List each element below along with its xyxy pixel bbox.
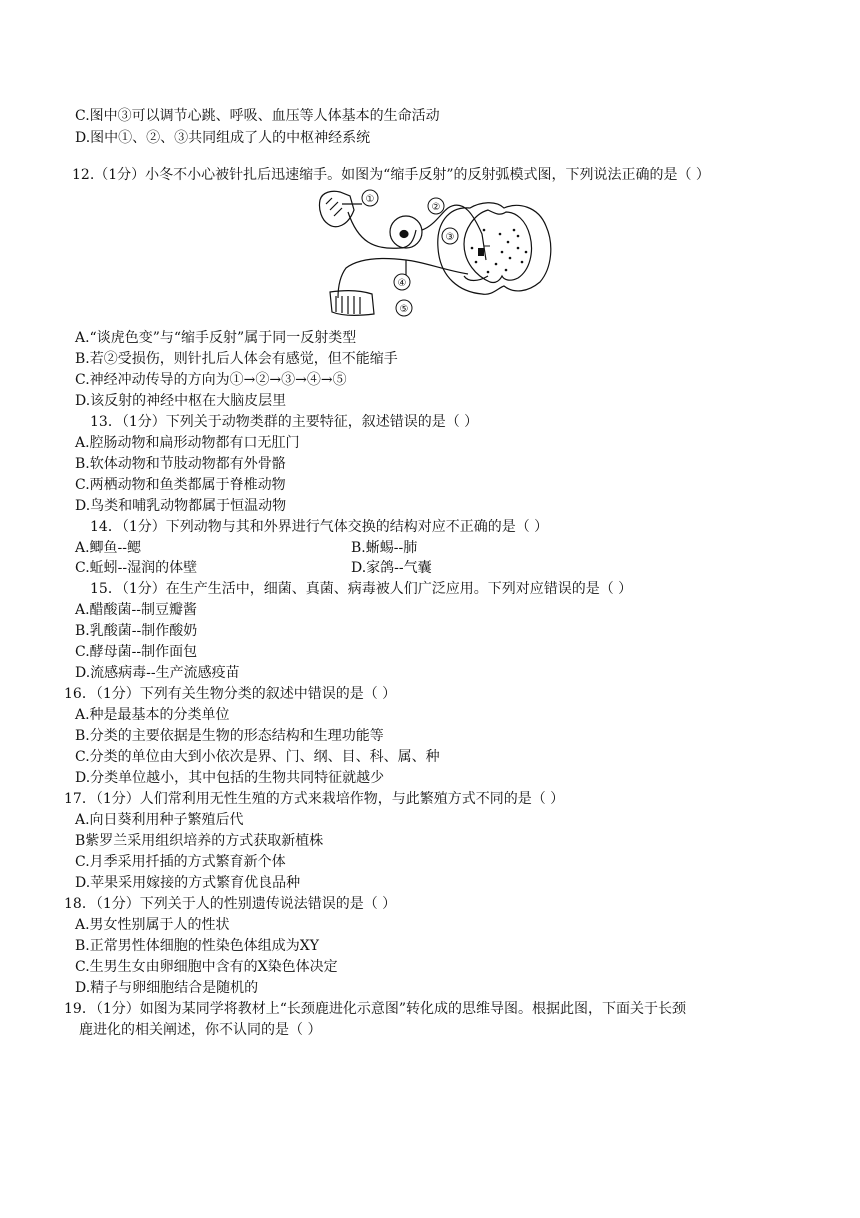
option-18a: A.男女性别属于人的性状 xyxy=(75,917,230,933)
label-4: ④ xyxy=(397,278,407,289)
option-18d: D.精子与卵细胞结合是随机的 xyxy=(75,980,259,996)
option-13a: A.腔肠动物和扁形动物都有口无肛门 xyxy=(75,435,300,451)
question-15: 15．（1分）在生产生活中，细菌、真菌、病毒被人们广泛应用。下列对应错误的是（ ） xyxy=(90,581,633,597)
question-14: 14．（1分）下列动物与其和外界进行气体交换的结构对应不正确的是（ ） xyxy=(90,519,549,535)
line-l0: C.图中③可以调节心跳、呼吸、血压等人体基本的生命活动 xyxy=(75,108,440,124)
option-15d: D.流感病毒--生产流感疫苗 xyxy=(75,665,240,681)
question-16: 16．（1分）下列有关生物分类的叙述中错误的是（ ） xyxy=(64,686,397,702)
option-12a: A.“谈虎色变”与“缩手反射”属于同一反射类型 xyxy=(75,330,357,346)
option-18c: C.生男生女由卵细胞中含有的X染色体决定 xyxy=(75,959,338,975)
option-16a: A.种是最基本的分类单位 xyxy=(75,707,230,723)
label-1: ① xyxy=(365,194,375,205)
label-2: ② xyxy=(431,202,441,213)
option-17c: C.月季采用扦插的方式繁育新个体 xyxy=(75,854,286,870)
question-18: 18．（1分）下列关于人的性别遗传说法错误的是（ ） xyxy=(64,896,397,912)
option-14a: A.鲫鱼--鳃 xyxy=(75,540,142,556)
option-13c: C.两栖动物和鱼类都属于脊椎动物 xyxy=(75,477,286,493)
question-19-cont: 鹿进化的相关阐述，你不认同的是（ ） xyxy=(79,1022,322,1038)
option-16b: B.分类的主要依据是生物的形态结构和生理功能等 xyxy=(75,728,384,744)
option-14c: C.蚯蚓--湿润的体壁 xyxy=(75,560,198,576)
option-13d: D.鸟类和哺乳动物都属于恒温动物 xyxy=(75,498,287,514)
option-12c: C.神经冲动传导的方向为①→②→③→④→⑤ xyxy=(75,372,347,388)
option-12d: D.该反射的神经中枢在大脑皮层里 xyxy=(75,393,287,409)
question-17: 17．（1分）人们常利用无性生殖的方式来栽培作物，与此繁殖方式不同的是（ ） xyxy=(64,791,565,807)
option-14b: B.蜥蜴--肺 xyxy=(351,540,418,556)
option-17d: D.苹果采用嫁接的方式繁育优良品种 xyxy=(75,875,301,891)
option-17b: B紫罗兰采用组织培养的方式获取新植株 xyxy=(75,833,324,849)
question-13: 13．（1分）下列关于动物类群的主要特征，叙述错误的是（ ） xyxy=(90,414,479,430)
question-19: 19．（1分）如图为某同学将教材上“长颈鹿进化示意图”转化成的思维导图。根据此图，下面关于长颈 xyxy=(64,1001,687,1017)
option-16c: C.分类的单位由大到小依次是界、门、纲、目、科、属、种 xyxy=(75,749,440,765)
option-15a: A.醋酸菌--制豆瓣酱 xyxy=(75,602,198,618)
option-12b: B.若②受损伤，则针扎后人体会有感觉，但不能缩手 xyxy=(75,351,398,367)
reflex-arc-diagram xyxy=(318,186,554,320)
option-18b: B.正常男性体细胞的性染色体组成为XY xyxy=(75,938,319,954)
option-15c: C.酵母菌--制作面包 xyxy=(75,644,198,660)
label-3: ③ xyxy=(445,232,455,243)
option-15b: B.乳酸菌--制作酸奶 xyxy=(75,623,198,639)
question-12: 12.（1分）小冬不小心被针扎后迅速缩手。如图为“缩手反射”的反射弧模式图，下列说法正确的是（ ） xyxy=(72,167,710,183)
option-16d: D.分类单位越小，其中包括的生物共同特征就越少 xyxy=(75,770,385,786)
option-13b: B.软体动物和节肢动物都有外骨骼 xyxy=(75,456,286,472)
line-l1: D.图中①、②、③共同组成了人的中枢神经系统 xyxy=(75,130,371,146)
label-5: ⑤ xyxy=(399,304,409,315)
option-14d: D.家鸽--气囊 xyxy=(351,560,432,576)
option-17a: A.向日葵利用种子繁殖后代 xyxy=(75,812,244,828)
